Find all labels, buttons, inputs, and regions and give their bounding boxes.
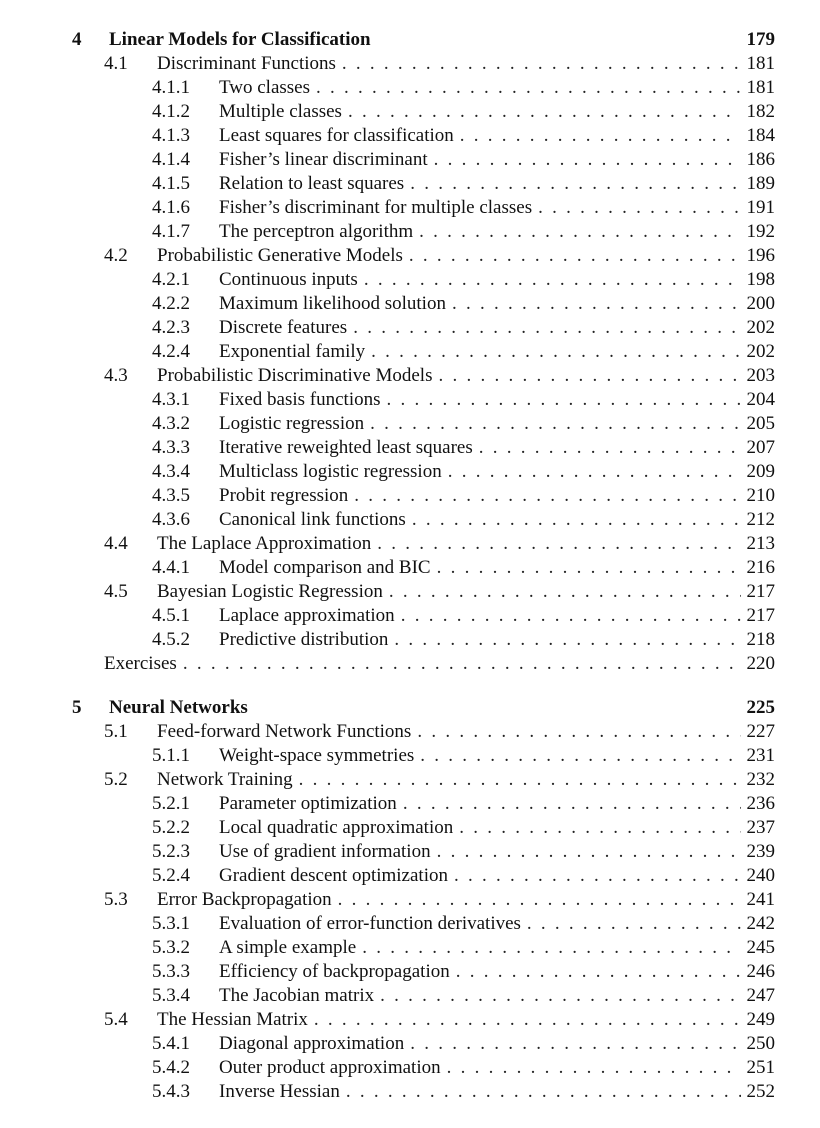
toc-subsection-row[interactable] (152, 936, 775, 960)
toc-subsection-row[interactable] (152, 744, 775, 768)
toc-entry-number: 5.2.1 (152, 793, 190, 814)
toc-page-number: 184 (746, 125, 775, 146)
toc-entry-number: 5.3.2 (152, 937, 190, 958)
toc-leader-dots (410, 1032, 741, 1056)
toc-entry-title: Two classes (219, 77, 311, 98)
toc-page-number: 200 (746, 293, 775, 314)
toc-entry-number: 5.4.3 (152, 1081, 190, 1102)
toc-leader-dots (412, 508, 741, 532)
toc-entry-title: Bayesian Logistic Regression (157, 581, 383, 602)
toc-leader-dots (370, 412, 741, 436)
toc-entry-title: Network Training (157, 769, 293, 790)
toc-entry-number: 4.3.3 (152, 437, 190, 458)
toc-section-row[interactable] (104, 1008, 775, 1032)
toc-subsection-row[interactable] (152, 628, 775, 652)
toc-leader-dots (316, 76, 741, 100)
toc-page-number: 192 (746, 221, 775, 242)
toc-subsection-row[interactable] (152, 792, 775, 816)
toc-leader-dots (362, 936, 741, 960)
toc-entry-title: Discrete features (219, 317, 348, 338)
toc-leader-dots (417, 720, 741, 744)
toc-page-number: 216 (746, 557, 775, 578)
toc-page-number: 242 (746, 913, 775, 934)
toc-entry-title: Probabilistic Discriminative Models (157, 365, 433, 386)
toc-subsection-row[interactable] (152, 196, 775, 220)
toc-entry-number: 4.1.3 (152, 125, 190, 146)
toc-section-row[interactable] (104, 364, 775, 388)
toc-leader-dots (394, 628, 741, 652)
toc-section-row[interactable] (104, 52, 775, 76)
toc-subsection-row[interactable] (152, 1080, 775, 1104)
toc-page-number: 204 (746, 389, 775, 410)
toc-page-number: 181 (746, 53, 775, 74)
toc-subsection-row[interactable] (152, 912, 775, 936)
toc-entry-title: Fisher’s discriminant for multiple classes (219, 197, 533, 218)
toc-page-number: 217 (746, 605, 775, 626)
toc-entry-title: Evaluation of error-function derivatives (219, 913, 521, 934)
toc-subsection-row[interactable] (152, 1032, 775, 1056)
toc-page-number: 231 (746, 745, 775, 766)
toc-leader-dots (389, 580, 741, 604)
toc-page-number: 249 (746, 1009, 775, 1030)
toc-entry-number: 4.3.4 (152, 461, 190, 482)
toc-page-number: 213 (746, 533, 775, 554)
toc-entry-title: Weight-space symmetries (219, 745, 415, 766)
toc-leader-dots (353, 316, 741, 340)
toc-entry-number: 4.3 (104, 365, 128, 386)
toc-page-number: 218 (746, 629, 775, 650)
toc-entry-number: 4.1.7 (152, 221, 190, 242)
toc-section-row[interactable] (104, 580, 775, 604)
toc-entry-number: 5.4.1 (152, 1033, 190, 1054)
toc-entry-number: 5.4.2 (152, 1057, 190, 1078)
toc-entry-title: The perceptron algorithm (219, 221, 414, 242)
toc-subsection-row[interactable] (152, 436, 775, 460)
toc-subsection-row[interactable] (152, 508, 775, 532)
toc-entry-number: 5.2.2 (152, 817, 190, 838)
toc-leader-dots (538, 196, 741, 220)
toc-leader-dots (338, 888, 741, 912)
toc-leader-dots (183, 652, 741, 676)
toc-entry-number: 4.5.1 (152, 605, 190, 626)
toc-entry-title: Diagonal approximation (219, 1033, 405, 1054)
toc-page-number: 205 (746, 413, 775, 434)
toc-entry-number: 4.2.4 (152, 341, 190, 362)
toc-leader-dots (419, 220, 741, 244)
toc-entry-number: 4.2.2 (152, 293, 190, 314)
toc-entry-title: Discriminant Functions (157, 53, 336, 74)
toc-entry-title: The Laplace Approximation (157, 533, 372, 554)
toc-chapter-row[interactable] (72, 28, 775, 52)
toc-leader-dots (342, 52, 741, 76)
toc-page-number: 246 (746, 961, 775, 982)
toc-leader-dots (527, 912, 741, 936)
toc-page-number: 209 (746, 461, 775, 482)
toc-page-number: 225 (746, 697, 775, 718)
toc-page-number: 202 (746, 317, 775, 338)
toc-page-number: 220 (746, 653, 775, 674)
toc-page-number: 179 (746, 29, 775, 50)
toc-entry-title: Use of gradient information (219, 841, 431, 862)
toc-entry-title: Linear Models for Classification (109, 29, 371, 50)
toc-subsection-row[interactable] (152, 604, 775, 628)
toc-leader-dots (364, 268, 741, 292)
toc-entry-title: Multiclass logistic regression (219, 461, 442, 482)
toc-leader-dots (409, 244, 741, 268)
toc-subsection-row[interactable] (152, 340, 775, 364)
toc-page-number: 182 (746, 101, 775, 122)
toc-entry-number: 5.3.1 (152, 913, 190, 934)
toc-page-number: 237 (746, 817, 775, 838)
toc-section-row[interactable] (104, 888, 775, 912)
toc-leader-dots (447, 1056, 741, 1080)
toc-entry-title: Iterative reweighted least squares (219, 437, 473, 458)
toc-entry-number: 5.3 (104, 889, 128, 910)
toc-leader-dots (460, 124, 741, 148)
toc-page-number: 250 (746, 1033, 775, 1054)
toc-page-number: 251 (746, 1057, 775, 1078)
toc-entry-number: 5.1 (104, 721, 128, 742)
toc-leader-dots (448, 460, 741, 484)
toc-entry-number: 4.2 (104, 245, 128, 266)
toc-entry-title: Canonical link functions (219, 509, 406, 530)
toc-page-number: 252 (746, 1081, 775, 1102)
toc-subsection-row[interactable] (152, 268, 775, 292)
toc-entry-title: Relation to least squares (219, 173, 405, 194)
toc-entry-title: Probit regression (219, 485, 349, 506)
toc-subsection-row[interactable] (152, 1056, 775, 1080)
toc-leader-dots (479, 436, 741, 460)
toc-page-number: 245 (746, 937, 775, 958)
toc-entry-title: Probabilistic Generative Models (157, 245, 403, 266)
toc-subsection-row[interactable] (152, 960, 775, 984)
toc-entry-number: 4.1 (104, 53, 128, 74)
toc-leader-dots (437, 840, 741, 864)
toc-leader-dots (377, 532, 741, 556)
toc-page-number: 217 (746, 581, 775, 602)
toc-page-number: 241 (746, 889, 775, 910)
toc-leader-dots (452, 292, 741, 316)
toc-entry-number: 5.2.3 (152, 841, 190, 862)
toc-leader-dots (401, 604, 741, 628)
toc-subsection-row[interactable] (152, 124, 775, 148)
toc-page-number: 210 (746, 485, 775, 506)
toc-page-number: 191 (746, 197, 775, 218)
toc-leader-dots (434, 148, 741, 172)
toc-leader-dots (380, 984, 741, 1008)
toc-entry-title: Fixed basis functions (219, 389, 381, 410)
toc-section-row[interactable] (104, 244, 775, 268)
toc-subsection-row[interactable] (152, 840, 775, 864)
toc-entry-number: 4.5 (104, 581, 128, 602)
toc-entry-number: 4 (72, 29, 82, 50)
toc-entry-title: Exponential family (219, 341, 366, 362)
toc-subsection-row[interactable] (152, 816, 775, 840)
toc-page-number: 189 (746, 173, 775, 194)
toc-entry-number: 5.2.4 (152, 865, 190, 886)
toc-entry-number: 4.2.3 (152, 317, 190, 338)
toc-entry-title: Parameter optimization (219, 793, 397, 814)
toc-leader-dots (420, 744, 741, 768)
toc-entry-number: 4.3.2 (152, 413, 190, 434)
toc-entry-number: 5.2 (104, 769, 128, 790)
toc-leader-dots (438, 364, 741, 388)
toc-entry-title: Multiple classes (219, 101, 342, 122)
toc-entry-number: 5.1.1 (152, 745, 190, 766)
toc-subsection-row[interactable] (152, 220, 775, 244)
toc-subsection-row[interactable] (152, 388, 775, 412)
toc-entry-title: Logistic regression (219, 413, 365, 434)
toc-subsection-row[interactable] (152, 172, 775, 196)
toc-subsection-row[interactable] (152, 864, 775, 888)
toc-section-row[interactable] (104, 532, 775, 556)
toc-page-number: 232 (746, 769, 775, 790)
toc-entry-title: Fisher’s linear discriminant (219, 149, 428, 170)
toc-section-row[interactable] (104, 768, 775, 792)
toc-subsection-row[interactable] (152, 460, 775, 484)
toc-entry-number: 5.3.4 (152, 985, 190, 1006)
toc-page-number: 186 (746, 149, 775, 170)
toc-entry-title: Continuous inputs (219, 269, 358, 290)
toc-entry-title: A simple example (219, 937, 357, 958)
toc-subsection-row[interactable] (152, 100, 775, 124)
toc-leader-dots (371, 340, 741, 364)
toc-entry-title: Outer product approximation (219, 1057, 441, 1078)
toc-entry-title: Efficiency of backpropagation (219, 961, 450, 982)
toc-page-number: 202 (746, 341, 775, 362)
toc-entry-title: The Jacobian matrix (219, 985, 375, 1006)
toc-subsection-row[interactable] (152, 412, 775, 436)
toc-leader-dots (410, 172, 741, 196)
toc-leader-dots (456, 960, 741, 984)
toc-leader-dots (459, 816, 741, 840)
toc-subsection-row[interactable] (152, 984, 775, 1008)
toc-leader-dots (348, 100, 741, 124)
toc-entry-number: 4.1.4 (152, 149, 190, 170)
toc-entry-title: Laplace approximation (219, 605, 395, 626)
toc-page-number: 240 (746, 865, 775, 886)
toc-entry-title: Maximum likelihood solution (219, 293, 446, 314)
toc-entry-title: The Hessian Matrix (157, 1009, 308, 1030)
toc-page-number: 198 (746, 269, 775, 290)
toc-page-number: 247 (746, 985, 775, 1006)
toc-entry-title: Least squares for classification (219, 125, 454, 146)
toc-subsection-row[interactable] (152, 292, 775, 316)
toc-entry-number: 4.4.1 (152, 557, 190, 578)
toc-entry-number: 4.3.1 (152, 389, 190, 410)
toc-leader-dots (346, 1080, 741, 1104)
toc-leader-dots (387, 388, 742, 412)
toc-page-number: 196 (746, 245, 775, 266)
toc-entry-number: 5.4 (104, 1009, 128, 1030)
toc-page-number: 239 (746, 841, 775, 862)
toc-entry-number: 4.4 (104, 533, 128, 554)
toc-chapter-row[interactable] (72, 696, 775, 720)
toc-page-number: 212 (746, 509, 775, 530)
toc-entry-number: 4.3.6 (152, 509, 190, 530)
toc-leader-dots (403, 792, 741, 816)
toc-entry-title: Predictive distribution (219, 629, 389, 650)
toc-entry-title: Model comparison and BIC (219, 557, 431, 578)
toc-subsection-row[interactable] (152, 316, 775, 340)
toc-entry-number: 4.1.5 (152, 173, 190, 194)
toc-leader-dots (354, 484, 741, 508)
toc-subsection-row[interactable] (152, 76, 775, 100)
toc-subsection-row[interactable] (152, 556, 775, 580)
toc-entry-title: Neural Networks (109, 697, 248, 718)
toc-entry-number: 4.1.2 (152, 101, 190, 122)
toc-entry-title: Local quadratic approximation (219, 817, 454, 838)
toc-entry-number: 4.5.2 (152, 629, 190, 650)
toc-entry-title: Exercises (104, 653, 177, 674)
toc-section-row[interactable] (104, 720, 775, 744)
toc-entry-number: 5.3.3 (152, 961, 190, 982)
toc-entry-number: 4.1.1 (152, 77, 190, 98)
toc-entry-number: 5 (72, 697, 82, 718)
toc-entry-number: 4.1.6 (152, 197, 190, 218)
toc-page-number: 227 (746, 721, 775, 742)
toc-leader-dots (314, 1008, 741, 1032)
toc-entry-number: 4.3.5 (152, 485, 190, 506)
toc-subsection-row[interactable] (152, 484, 775, 508)
toc-leader-dots (299, 768, 741, 792)
toc-entry-title: Feed-forward Network Functions (157, 721, 412, 742)
toc-page-number: 236 (746, 793, 775, 814)
toc-page-number: 203 (746, 365, 775, 386)
toc-subsection-row[interactable] (152, 148, 775, 172)
toc-entry-number: 4.2.1 (152, 269, 190, 290)
toc-page-number: 181 (746, 77, 775, 98)
toc-entry-title: Error Backpropagation (157, 889, 332, 910)
toc-section-row[interactable] (104, 652, 775, 676)
toc-page-number: 207 (746, 437, 775, 458)
toc-entry-title: Gradient descent optimization (219, 865, 448, 886)
toc-entry-title: Inverse Hessian (219, 1081, 340, 1102)
toc-leader-dots (454, 864, 741, 888)
toc-leader-dots (437, 556, 741, 580)
